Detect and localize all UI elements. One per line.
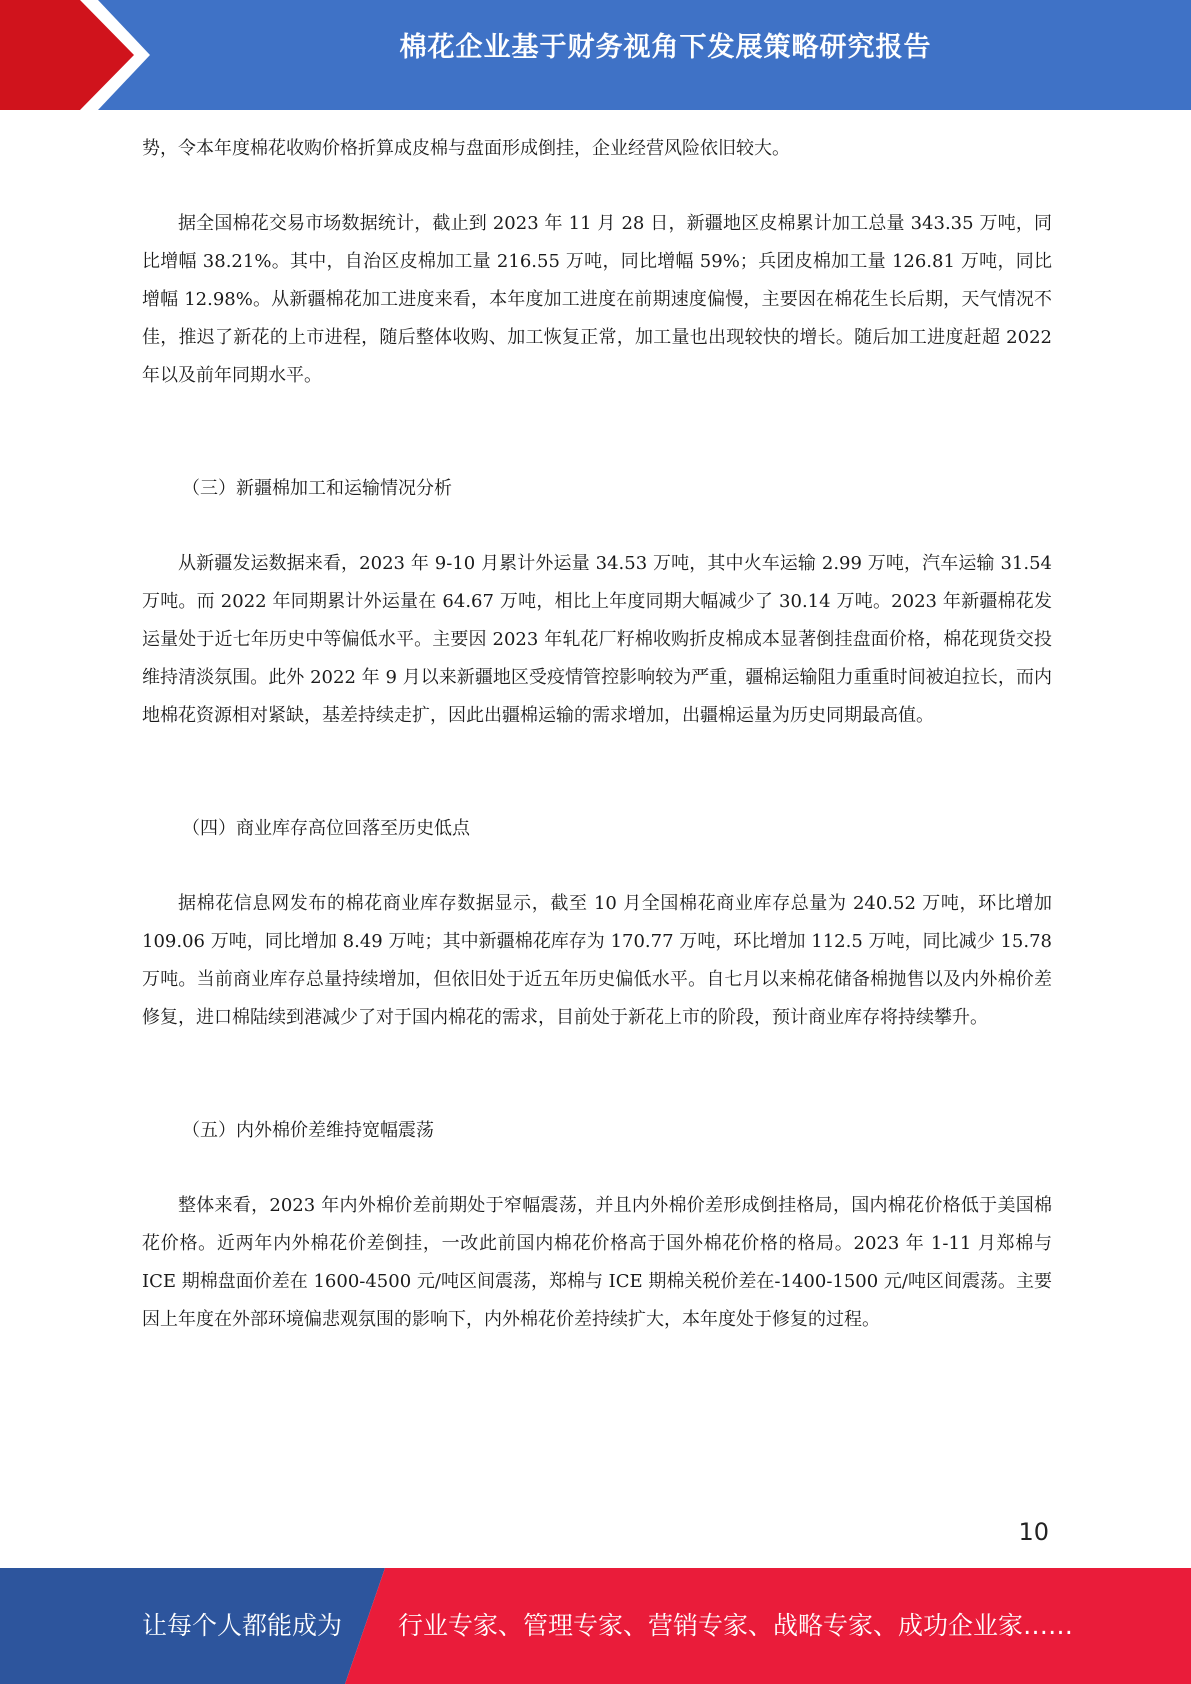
chevron-arrow-icon [0, 0, 160, 110]
footer-slogan-left: 让每个人都能成为 [142, 1611, 343, 1640]
section-heading-3: （三）新疆棉加工和运输情况分析 [182, 478, 452, 499]
page-number: 10 [1018, 1518, 1049, 1546]
paragraph-price-spread: 整体来看，2023 年内外棉价差前期处于窄幅震荡，并且内外棉价差形成倒挂格局，国内棉花价格低于美国棉花价格。近两年内外棉花价差倒挂，一改此前国内棉花价格高于国外棉花价格的格局。2023 年 1-11 月郑棉与 ICE 期棉盘面价差在 1600-4500 元/吨区间震荡，郑棉与 ICE 期棉关税价差在-1400-1500 元/吨区间震荡。主要因上年度在外部环境偏悲观氛围的影响下，内外棉花价差持续扩大，本年度处于修复的过程。 [142, 1195, 1052, 1330]
page-content [142, 130, 1052, 1339]
footer-slogan-right: 行业专家、管理专家、营销专家、战略专家、成功企业家…… [398, 1611, 1074, 1640]
paragraph-transport: 从新疆发运数据来看，2023 年 9-10 月累计外运量 34.53 万吨，其中火车运输 2.99 万吨，汽车运输 31.54 万吨。而 2022 年同期累计外运量在 64.67 万吨，相比上年度同期大幅减少了 30.14 万吨。2023 年新疆棉花发运量处于近七年历史中等偏低水平。主要因 2023 年轧花厂籽棉收购折皮棉成本显著倒挂盘面价格，棉花现货交投维持清淡氛围。此外 2022 年 9 月以来新疆地区受疫情管控影响较为严重，疆棉运输阻力重重时间被迫拉长，而内地棉花资源相对紧缺，基差持续走扩，因此出疆棉运输的需求增加，出疆棉运量为历史同期最高值。 [142, 553, 1052, 726]
section-heading-5: （五）内外棉价差维持宽幅震荡 [182, 1120, 434, 1141]
paragraph-continued: 势，令本年度棉花收购价格折算成皮棉与盘面形成倒挂，企业经营风险依旧较大。 [142, 138, 790, 159]
paragraph-inventory: 据棉花信息网发布的棉花商业库存数据显示，截至 10 月全国棉花商业库存总量为 240.52 万吨，环比增加 109.06 万吨，同比增加 8.49 万吨；其中新疆棉花库存为 170.77 万吨，环比增加 112.5 万吨，同比减少 15.78 万吨。当前商业库存总量持续增加，但依旧处于近五年历史偏低水平。自七月以来棉花储备棉抛售以及内外棉价差修复，进口棉陆续到港减少了对于国内棉花的需求，目前处于新花上市的阶段，预计商业库存将持续攀升。 [142, 893, 1052, 1028]
report-title: 棉花企业基于财务视角下发展策略研究报告 [399, 32, 932, 63]
header-banner [0, 0, 1191, 110]
section-heading-4: （四）商业库存高位回落至历史低点 [182, 818, 470, 839]
chevron-fill [0, 0, 134, 110]
paragraph-processing-stats: 据全国棉花交易市场数据统计，截止到 2023 年 11 月 28 日，新疆地区皮棉累计加工总量 343.35 万吨，同比增幅 38.21%。其中，自治区皮棉加工量 216.55 万吨，同比增幅 59%；兵团皮棉加工量 126.81 万吨，同比增幅 12.98%。从新疆棉花加工进度来看，本年度加工进度在前期速度偏慢，主要因在棉花生长后期，天气情况不佳，推迟了新花的上市进程，随后整体收购、加工恢复正常，加工量也出现较快的增长。随后加工进度赶超 2022 年以及前年同期水平。 [142, 213, 1052, 386]
footer-banner [0, 1568, 1191, 1684]
